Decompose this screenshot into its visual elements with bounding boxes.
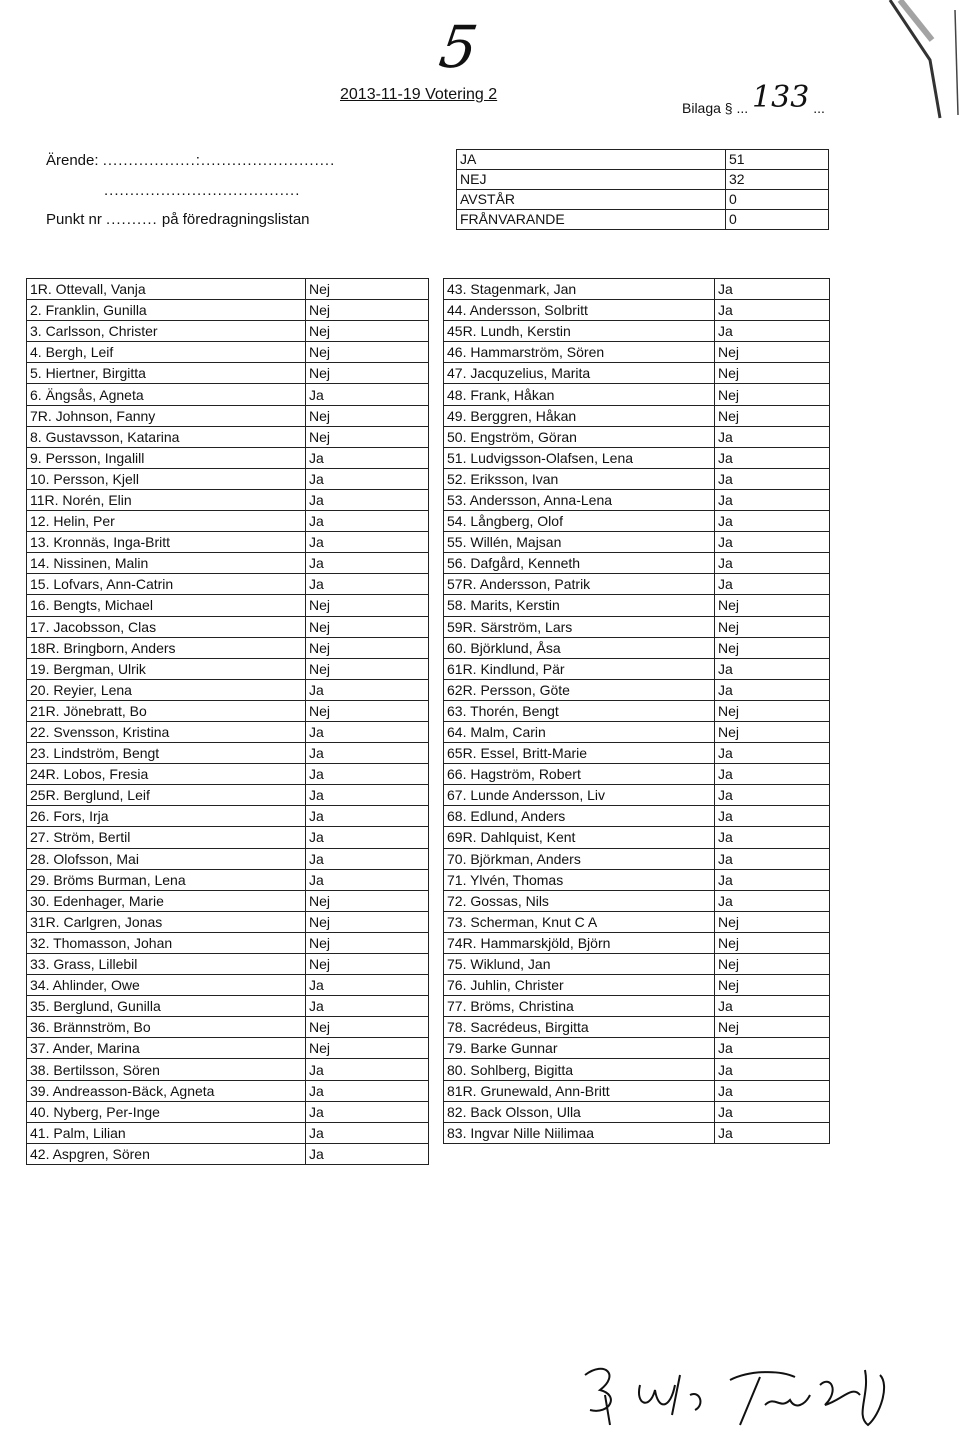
vote-row — [444, 721, 830, 742]
member-name: 16. Bengts, Michael — [27, 595, 306, 616]
member-vote: Ja — [306, 743, 429, 764]
member-name: 64. Malm, Carin — [444, 721, 715, 742]
member-vote: Ja — [715, 806, 830, 827]
vote-row — [444, 532, 830, 553]
member-name: 36. Brännström, Bo — [27, 1017, 306, 1038]
member-vote: Ja — [306, 511, 429, 532]
vote-row — [444, 869, 830, 890]
member-name: 61R. Kindlund, Pär — [444, 658, 715, 679]
member-name: 8. Gustavsson, Katarina — [27, 426, 306, 447]
member-name: 14. Nissinen, Malin — [27, 553, 306, 574]
member-name: 33. Grass, Lillebil — [27, 954, 306, 975]
summary-label: JA — [457, 150, 726, 170]
arende-dots-line2: ...................................... — [104, 182, 301, 199]
member-vote: Ja — [715, 279, 830, 300]
member-vote: Nej — [715, 405, 830, 426]
member-name: 58. Marits, Kerstin — [444, 595, 715, 616]
member-name: 82. Back Olsson, Ulla — [444, 1101, 715, 1122]
member-vote: Nej — [715, 721, 830, 742]
vote-row — [27, 911, 429, 932]
vote-row — [444, 1101, 830, 1122]
member-vote: Ja — [306, 574, 429, 595]
member-vote: Ja — [306, 1101, 429, 1122]
vote-row — [444, 363, 830, 384]
member-vote: Ja — [715, 1059, 830, 1080]
member-name: 26. Fors, Irja — [27, 806, 306, 827]
vote-row — [27, 637, 429, 658]
summary-row — [457, 150, 829, 170]
vote-row — [27, 426, 429, 447]
member-vote: Nej — [306, 342, 429, 363]
member-name: 28. Olofsson, Mai — [27, 848, 306, 869]
member-name: 17. Jacobsson, Clas — [27, 616, 306, 637]
member-vote: Ja — [306, 553, 429, 574]
punkt-suffix: på föredragningslistan — [161, 211, 310, 228]
vote-row — [444, 827, 830, 848]
vote-row — [444, 300, 830, 321]
member-vote: Ja — [306, 1059, 429, 1080]
member-name: 53. Andersson, Anna-Lena — [444, 489, 715, 510]
member-name: 37. Ander, Marina — [27, 1038, 306, 1059]
summary-row — [457, 170, 829, 190]
summary-label: AVSTÅR — [457, 190, 726, 210]
member-name: 19. Bergman, Ulrik — [27, 658, 306, 679]
member-name: 77. Bröms, Christina — [444, 996, 715, 1017]
member-name: 56. Dafgård, Kenneth — [444, 553, 715, 574]
vote-row — [444, 806, 830, 827]
member-vote: Ja — [306, 827, 429, 848]
vote-row — [27, 321, 429, 342]
member-name: 7R. Johnson, Fanny — [27, 405, 306, 426]
vote-row — [27, 574, 429, 595]
member-vote: Nej — [715, 616, 830, 637]
member-name: 80. Sohlberg, Bigitta — [444, 1059, 715, 1080]
member-name: 38. Bertilsson, Sören — [27, 1059, 306, 1080]
vote-row — [444, 637, 830, 658]
summary-row — [457, 210, 829, 230]
member-vote: Ja — [715, 1080, 830, 1101]
member-vote: Ja — [715, 996, 830, 1017]
vote-row — [27, 890, 429, 911]
member-name: 67. Lunde Andersson, Liv — [444, 785, 715, 806]
vote-row — [27, 996, 429, 1017]
handwritten-signature — [580, 1355, 920, 1435]
member-vote: Nej — [715, 911, 830, 932]
arende-label: Ärende: — [46, 152, 99, 169]
member-name: 41. Palm, Lilian — [27, 1122, 306, 1143]
member-name: 5. Hiertner, Birgitta — [27, 363, 306, 384]
summary-value: 0 — [726, 210, 829, 230]
member-vote: Ja — [306, 1080, 429, 1101]
vote-row — [27, 743, 429, 764]
member-name: 35. Berglund, Gunilla — [27, 996, 306, 1017]
member-vote: Nej — [306, 595, 429, 616]
vote-row — [27, 954, 429, 975]
member-name: 6. Ängsås, Agneta — [27, 384, 306, 405]
summary-value: 51 — [726, 150, 829, 170]
vote-row — [444, 700, 830, 721]
vote-row — [27, 468, 429, 489]
vote-row — [444, 743, 830, 764]
member-name: 63. Thorén, Bengt — [444, 700, 715, 721]
member-name: 69R. Dahlquist, Kent — [444, 827, 715, 848]
member-vote: Nej — [306, 1038, 429, 1059]
member-name: 10. Persson, Kjell — [27, 468, 306, 489]
vote-table-left — [26, 278, 429, 1165]
vote-row — [444, 1059, 830, 1080]
member-name: 29. Bröms Burman, Lena — [27, 869, 306, 890]
vote-row — [27, 300, 429, 321]
member-name: 70. Björkman, Anders — [444, 848, 715, 869]
member-vote: Nej — [306, 637, 429, 658]
member-name: 18R. Bringborn, Anders — [27, 637, 306, 658]
member-vote: Nej — [715, 342, 830, 363]
vote-row — [27, 700, 429, 721]
member-name: 78. Sacrédeus, Birgitta — [444, 1017, 715, 1038]
member-name: 46. Hammarström, Sören — [444, 342, 715, 363]
member-name: 55. Willén, Majsan — [444, 532, 715, 553]
member-vote: Ja — [715, 300, 830, 321]
member-vote: Ja — [306, 848, 429, 869]
summary-value: 32 — [726, 170, 829, 190]
member-vote: Ja — [715, 511, 830, 532]
member-vote: Nej — [306, 616, 429, 637]
vote-row — [27, 363, 429, 384]
vote-row — [444, 447, 830, 468]
member-vote: Ja — [306, 806, 429, 827]
member-vote: Ja — [306, 996, 429, 1017]
vote-row — [444, 426, 830, 447]
member-name: 20. Reyier, Lena — [27, 679, 306, 700]
member-vote: Nej — [306, 426, 429, 447]
summary-label: FRÅNVARANDE — [457, 210, 726, 230]
member-name: 34. Ahlinder, Owe — [27, 975, 306, 996]
member-vote: Nej — [715, 384, 830, 405]
member-vote: Nej — [715, 975, 830, 996]
member-vote: Nej — [715, 1017, 830, 1038]
member-vote: Ja — [715, 743, 830, 764]
member-name: 30. Edenhager, Marie — [27, 890, 306, 911]
vote-row — [27, 848, 429, 869]
member-vote: Ja — [306, 975, 429, 996]
vote-row — [27, 447, 429, 468]
member-name: 4. Bergh, Leif — [27, 342, 306, 363]
member-vote: Ja — [715, 764, 830, 785]
member-name: 75. Wiklund, Jan — [444, 954, 715, 975]
vote-row — [27, 1059, 429, 1080]
page-title: 2013-11-19 Votering 2 — [340, 86, 498, 103]
member-vote: Ja — [306, 489, 429, 510]
vote-row — [27, 1143, 429, 1164]
vote-row — [444, 975, 830, 996]
member-vote: Ja — [715, 553, 830, 574]
member-vote: Ja — [306, 1143, 429, 1164]
member-vote: Ja — [715, 489, 830, 510]
vote-row — [444, 553, 830, 574]
member-name: 52. Eriksson, Ivan — [444, 468, 715, 489]
member-vote: Nej — [715, 637, 830, 658]
member-name: 23. Lindström, Bengt — [27, 743, 306, 764]
member-name: 12. Helin, Per — [27, 511, 306, 532]
bilaga-dots-after: ... — [813, 100, 825, 116]
vote-row — [444, 785, 830, 806]
vote-row — [444, 511, 830, 532]
member-vote: Ja — [306, 764, 429, 785]
vote-row — [444, 764, 830, 785]
member-name: 43. Stagenmark, Jan — [444, 279, 715, 300]
member-vote: Nej — [306, 700, 429, 721]
member-vote: Ja — [306, 447, 429, 468]
member-name: 81R. Grunewald, Ann-Britt — [444, 1080, 715, 1101]
member-name: 32. Thomasson, Johan — [27, 932, 306, 953]
member-vote: Ja — [306, 721, 429, 742]
member-vote: Ja — [715, 827, 830, 848]
vote-row — [27, 595, 429, 616]
member-vote: Ja — [715, 532, 830, 553]
member-name: 54. Långberg, Olof — [444, 511, 715, 532]
member-name: 24R. Lobos, Fresia — [27, 764, 306, 785]
member-name: 13. Kronnäs, Inga-Britt — [27, 532, 306, 553]
member-name: 73. Scherman, Knut C A — [444, 911, 715, 932]
vote-row — [27, 869, 429, 890]
vote-row — [444, 1038, 830, 1059]
vote-row — [27, 1122, 429, 1143]
member-name: 42. Aspgren, Sören — [27, 1143, 306, 1164]
vote-row — [444, 954, 830, 975]
punkt-dots: .......... — [106, 211, 158, 228]
bilaga-label: Bilaga § — [682, 100, 733, 116]
member-vote: Nej — [715, 363, 830, 384]
member-vote: Nej — [306, 911, 429, 932]
member-vote: Ja — [306, 679, 429, 700]
member-name: 31R. Carlgren, Jonas — [27, 911, 306, 932]
bilaga-reference — [682, 80, 825, 121]
member-name: 45R. Lundh, Kerstin — [444, 321, 715, 342]
member-vote: Nej — [715, 700, 830, 721]
vote-row — [444, 1080, 830, 1101]
vote-row — [27, 658, 429, 679]
member-vote: Ja — [306, 384, 429, 405]
bilaga-number: 133 — [752, 80, 810, 115]
vote-row — [27, 1038, 429, 1059]
member-vote: Ja — [306, 869, 429, 890]
vote-row — [444, 679, 830, 700]
vote-row — [27, 1101, 429, 1122]
member-name: 9. Persson, Ingalill — [27, 447, 306, 468]
member-name: 49. Berggren, Håkan — [444, 405, 715, 426]
vote-row — [444, 595, 830, 616]
member-name: 47. Jacquzelius, Marita — [444, 363, 715, 384]
member-vote: Ja — [715, 426, 830, 447]
vote-row — [27, 785, 429, 806]
vote-row — [444, 890, 830, 911]
vote-row — [27, 616, 429, 637]
member-vote: Ja — [715, 890, 830, 911]
vote-row — [444, 932, 830, 953]
member-name: 50. Engström, Göran — [444, 426, 715, 447]
vote-row — [27, 405, 429, 426]
arende-dots: ..................:.......................... — [102, 152, 336, 169]
member-vote: Ja — [715, 848, 830, 869]
member-vote: Nej — [306, 890, 429, 911]
member-vote: Ja — [715, 574, 830, 595]
member-vote: Nej — [306, 279, 429, 300]
member-name: 3. Carlsson, Christer — [27, 321, 306, 342]
member-vote: Nej — [306, 405, 429, 426]
member-vote: Ja — [715, 869, 830, 890]
vote-row — [27, 489, 429, 510]
vote-row — [444, 321, 830, 342]
member-name: 79. Barke Gunnar — [444, 1038, 715, 1059]
member-vote: Ja — [715, 321, 830, 342]
vote-row — [444, 342, 830, 363]
member-vote: Ja — [306, 1122, 429, 1143]
member-name: 21R. Jönebratt, Bo — [27, 700, 306, 721]
vote-row — [444, 1122, 830, 1143]
member-name: 25R. Berglund, Leif — [27, 785, 306, 806]
vote-row — [27, 1017, 429, 1038]
member-name: 60. Björklund, Åsa — [444, 637, 715, 658]
summary-value: 0 — [726, 190, 829, 210]
vote-row — [27, 975, 429, 996]
member-vote: Nej — [306, 932, 429, 953]
vote-row — [444, 574, 830, 595]
member-vote: Ja — [715, 1038, 830, 1059]
member-vote: Nej — [306, 1017, 429, 1038]
member-vote: Ja — [306, 468, 429, 489]
member-name: 71. Ylvén, Thomas — [444, 869, 715, 890]
vote-row — [444, 1017, 830, 1038]
vote-row — [27, 342, 429, 363]
member-vote: Ja — [715, 785, 830, 806]
member-vote: Nej — [306, 363, 429, 384]
vote-row — [27, 384, 429, 405]
member-name: 40. Nyberg, Per-Inge — [27, 1101, 306, 1122]
member-name: 22. Svensson, Kristina — [27, 721, 306, 742]
vote-row — [27, 553, 429, 574]
member-vote: Nej — [306, 658, 429, 679]
member-name: 11R. Norén, Elin — [27, 489, 306, 510]
member-name: 15. Lofvars, Ann-Catrin — [27, 574, 306, 595]
arende-field-line2 — [104, 182, 300, 199]
member-name: 76. Juhlin, Christer — [444, 975, 715, 996]
member-name: 48. Frank, Håkan — [444, 384, 715, 405]
vote-row — [444, 279, 830, 300]
member-vote: Nej — [715, 932, 830, 953]
bilaga-dots-before: ... — [736, 100, 749, 116]
vote-row — [444, 489, 830, 510]
member-name: 66. Hagström, Robert — [444, 764, 715, 785]
vote-row — [27, 764, 429, 785]
vote-row — [444, 384, 830, 405]
member-vote: Ja — [715, 447, 830, 468]
vote-row — [27, 806, 429, 827]
member-vote: Ja — [306, 532, 429, 553]
vote-row — [444, 996, 830, 1017]
vote-row — [444, 911, 830, 932]
vote-table-right — [443, 278, 830, 1144]
vote-row — [27, 511, 429, 532]
scan-edge-mark — [870, 0, 960, 120]
vote-row — [444, 616, 830, 637]
summary-label: NEJ — [457, 170, 726, 190]
member-name: 27. Ström, Bertil — [27, 827, 306, 848]
member-vote: Ja — [715, 1122, 830, 1143]
punkt-label: Punkt nr — [46, 211, 102, 228]
member-name: 74R. Hammarskjöld, Björn — [444, 932, 715, 953]
member-name: 1R. Ottevall, Vanja — [27, 279, 306, 300]
summary-row — [457, 190, 829, 210]
punkt-field — [46, 211, 310, 228]
vote-row — [444, 658, 830, 679]
member-vote: Nej — [306, 300, 429, 321]
handwritten-page-number: 5 — [435, 13, 482, 81]
vote-row — [444, 848, 830, 869]
member-name: 51. Ludvigsson-Olafsen, Lena — [444, 447, 715, 468]
vote-row — [27, 532, 429, 553]
member-name: 57R. Andersson, Patrik — [444, 574, 715, 595]
member-name: 59R. Särström, Lars — [444, 616, 715, 637]
member-name: 65R. Essel, Britt-Marie — [444, 743, 715, 764]
vote-row — [27, 932, 429, 953]
member-vote: Nej — [715, 954, 830, 975]
vote-row — [27, 279, 429, 300]
vote-summary-table — [456, 149, 829, 230]
member-vote: Ja — [715, 658, 830, 679]
member-name: 72. Gossas, Nils — [444, 890, 715, 911]
member-vote: Nej — [306, 954, 429, 975]
member-vote: Nej — [306, 321, 429, 342]
member-vote: Ja — [306, 785, 429, 806]
vote-row — [444, 405, 830, 426]
member-name: 62R. Persson, Göte — [444, 679, 715, 700]
member-name: 2. Franklin, Gunilla — [27, 300, 306, 321]
member-vote: Ja — [715, 468, 830, 489]
member-vote: Nej — [715, 595, 830, 616]
vote-row — [27, 679, 429, 700]
member-vote: Ja — [715, 679, 830, 700]
vote-row — [444, 468, 830, 489]
vote-row — [27, 721, 429, 742]
member-name: 83. Ingvar Nille Niilimaa — [444, 1122, 715, 1143]
vote-row — [27, 1080, 429, 1101]
member-vote: Ja — [715, 1101, 830, 1122]
member-name: 44. Andersson, Solbritt — [444, 300, 715, 321]
arende-field — [46, 152, 335, 169]
member-name: 68. Edlund, Anders — [444, 806, 715, 827]
vote-row — [27, 827, 429, 848]
member-name: 39. Andreasson-Bäck, Agneta — [27, 1080, 306, 1101]
